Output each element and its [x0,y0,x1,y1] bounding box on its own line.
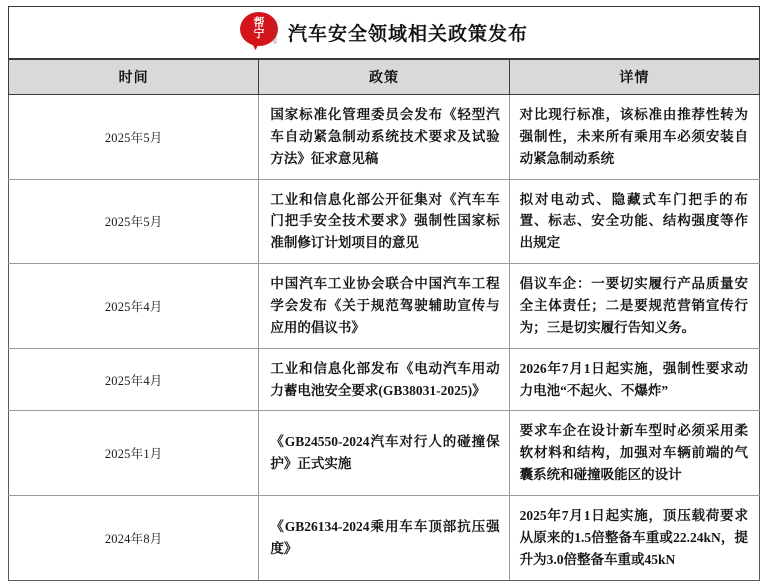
logo-side-text: 汽车行业观察 [272,20,278,45]
title-row [9,7,760,59]
table-row [9,95,760,180]
cell-time: 2025年1月 [9,411,259,496]
cell-policy: 中国汽车工业协会联合中国汽车工程学会发布《关于规范驾驶辅助宣传与应用的倡议书》 [259,264,509,349]
table-header-row [9,59,760,95]
table-row [9,411,760,496]
page-title: 汽车安全领域相关政策发布 [287,23,528,45]
policy-table [8,6,760,581]
title-cell [9,7,760,59]
cell-time: 2024年8月 [9,496,259,581]
cell-detail: 要求车企在设计新车型时必须采用柔软材料和结构，加强对车辆前端的气囊系统和碰撞吸能区的设计 [509,411,759,496]
cell-detail: 倡议车企：一要切实履行产品质量安全主体责任；二是要规范营销宣传行为；三是切实履行告知义务。 [509,264,759,349]
table-row [9,496,760,581]
cell-detail: 对比现行标准，该标准由推荐性转为强制性，未来所有乘用车必须安装自动紧急制动系统 [509,95,759,180]
cell-time: 2025年4月 [9,264,259,349]
cell-time: 2025年4月 [9,348,259,411]
cell-detail: 2026年7月1日起实施，强制性要求动力电池“不起火、不爆炸” [509,348,759,411]
column-header-time: 时间 [9,59,259,95]
table-row [9,179,760,264]
cell-time: 2025年5月 [9,95,259,180]
cell-time: 2025年5月 [9,179,259,264]
column-header-policy: 政策 [259,59,509,95]
logo-char-2: 宁 [253,28,265,41]
cell-policy: 工业和信息化部发布《电动汽车用动力蓄电池安全要求(GB38031-2025)》 [259,348,509,411]
table-row [9,348,760,411]
policy-table-body [9,7,760,581]
title-wrap [19,12,749,52]
logo-char-1: 帮 [253,17,265,30]
cell-policy: 工业和信息化部公开征集对《汽车车门把手安全技术要求》强制性国家标准制修订计划项目的意见 [259,179,509,264]
bangning-logo-icon [240,12,278,52]
cell-policy: 《GB26134-2024乘用车车顶部抗压强度》 [259,496,509,581]
table-row [9,264,760,349]
cell-policy: 《GB24550-2024汽车对行人的碰撞保护》正式实施 [259,411,509,496]
cell-policy: 国家标准化管理委员会发布《轻型汽车自动紧急制动系统技术要求及试验方法》征求意见稿 [259,95,509,180]
cell-detail: 2025年7月1日起实施，顶压载荷要求从原来的1.5倍整备车重或22.24kN，提升为3.0倍整备车重或45kN [509,496,759,581]
column-header-detail: 详情 [509,59,759,95]
cell-detail: 拟对电动式、隐藏式车门把手的布置、标志、安全功能、结构强度等作出规定 [509,179,759,264]
